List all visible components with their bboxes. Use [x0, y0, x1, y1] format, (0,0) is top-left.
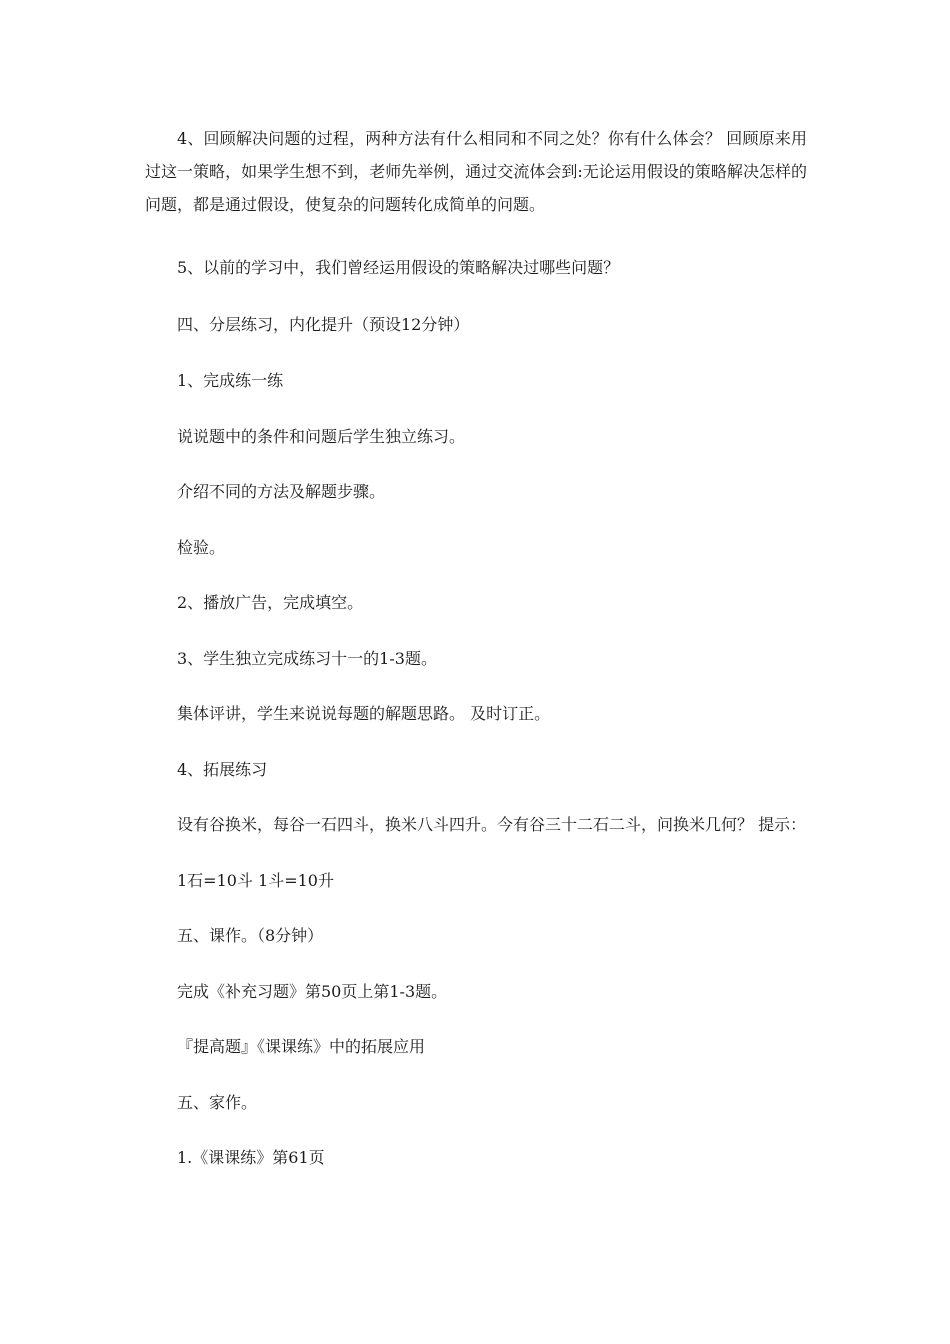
- paragraph-problem: 设有谷换米，每谷一石四斗，换米八斗四升。今有谷三十二石二斗，问换米几何？ 提示：: [177, 815, 807, 834]
- paragraph-advanced: 『提高题』《课课练》中的拓展应用: [177, 1037, 426, 1056]
- section-heading-classwork: 五、课作。（8分钟）: [177, 926, 324, 945]
- paragraph-homework-item-1: 1.《课课练》第61页: [177, 1148, 325, 1167]
- paragraph-supplementary: 完成《补充习题》第50页上第1-3题。: [177, 982, 448, 1001]
- section-heading-practice: 四、分层练习，内化提升（预设12分钟）: [177, 315, 470, 334]
- paragraph-item-4: 4、拓展练习: [177, 760, 268, 779]
- paragraph-conditions: 说说题中的条件和问题后学生独立练习。: [177, 427, 466, 446]
- paragraph-item-1: 1、完成练一练: [177, 371, 284, 390]
- section-heading-homework: 五、家作。: [177, 1093, 258, 1112]
- paragraph-item-3: 3、学生独立完成练习十一的1-3题。: [177, 649, 437, 668]
- paragraph-methods: 介绍不同的方法及解题步骤。: [177, 482, 386, 501]
- paragraph-review-methods: 4、回顾解决问题的过程，两种方法有什么相同和不同之处？你有什么体会？ 回顾原来用过这一策略，如果学生想不到，老师先举例，通过交流体会到:无论运用假设的策略解决怎样的问题，都是通过假设，使复杂的问题转化成简单的问题。: [145, 129, 807, 214]
- paragraph-review-correct: 集体评讲，学生来说说每题的解题思路。 及时订正。: [177, 704, 551, 723]
- paragraph-hint-units: 1石=10斗 1斗=10升: [177, 871, 334, 890]
- paragraph-item-2: 2、播放广告，完成填空。: [177, 593, 364, 612]
- paragraph-check: 检验。: [177, 538, 226, 557]
- paragraph-previous-learning: 5、以前的学习中，我们曾经运用假设的策略解决过哪些问题？: [177, 258, 620, 277]
